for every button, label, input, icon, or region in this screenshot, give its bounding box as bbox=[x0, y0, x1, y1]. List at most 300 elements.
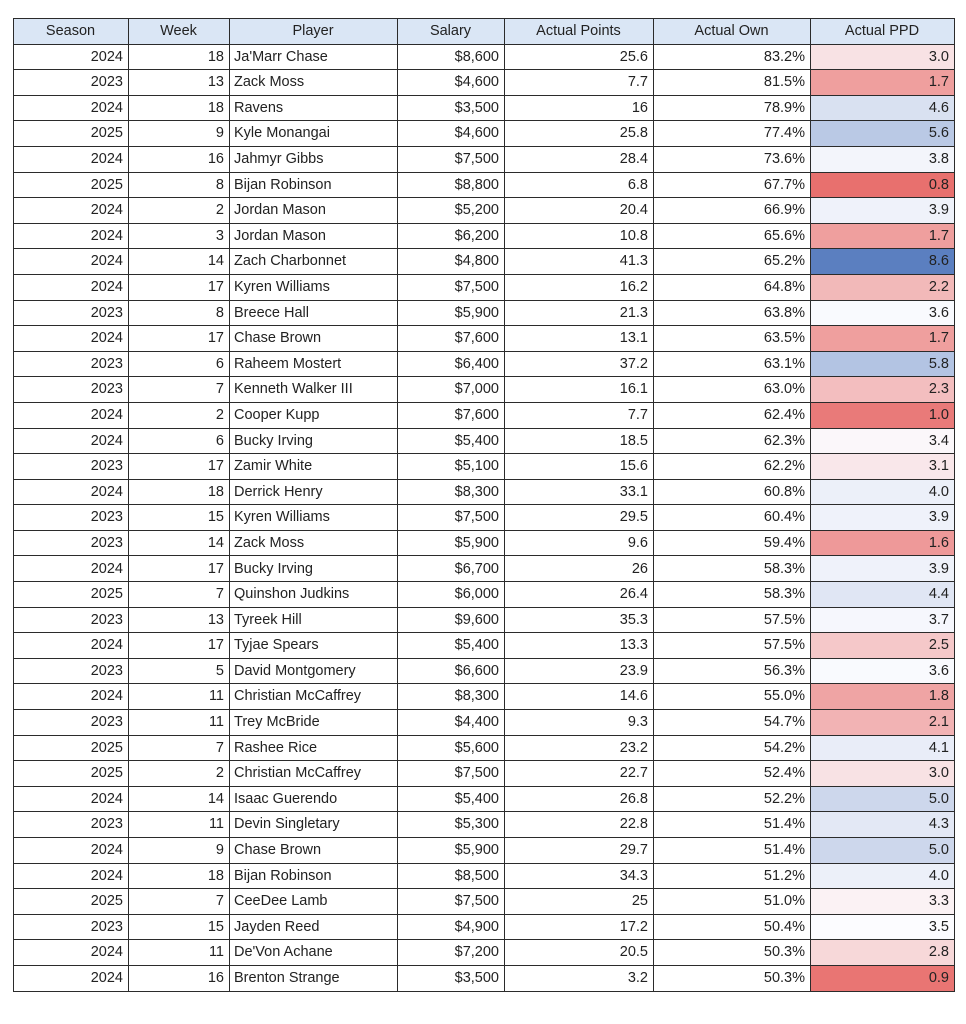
table-row bbox=[14, 530, 955, 556]
cell-week[interactable]: 18 bbox=[129, 44, 230, 70]
cell-season[interactable]: 2024 bbox=[14, 402, 129, 428]
cell-actual-ppd[interactable]: 2.8 bbox=[811, 940, 955, 966]
cell-salary[interactable]: $5,200 bbox=[398, 198, 505, 224]
cell-player[interactable]: Tyjae Spears bbox=[230, 633, 398, 659]
cell-season[interactable]: 2024 bbox=[14, 684, 129, 710]
cell-actual-own[interactable]: 51.4% bbox=[654, 812, 811, 838]
cell-actual-points[interactable]: 17.2 bbox=[505, 914, 654, 940]
cell-season[interactable]: 2024 bbox=[14, 95, 129, 121]
cell-actual-points[interactable]: 9.3 bbox=[505, 710, 654, 736]
cell-salary[interactable]: $5,900 bbox=[398, 530, 505, 556]
cell-week[interactable]: 15 bbox=[129, 505, 230, 531]
cell-salary[interactable]: $8,600 bbox=[398, 44, 505, 70]
cell-season[interactable]: 2023 bbox=[14, 812, 129, 838]
cell-player[interactable]: Kyren Williams bbox=[230, 274, 398, 300]
cell-player[interactable]: De'Von Achane bbox=[230, 940, 398, 966]
table-row bbox=[14, 146, 955, 172]
cell-actual-ppd[interactable]: 3.7 bbox=[811, 607, 955, 633]
cell-player[interactable]: Bucky Irving bbox=[230, 556, 398, 582]
cell-salary[interactable]: $6,200 bbox=[398, 223, 505, 249]
cell-salary[interactable]: $5,400 bbox=[398, 786, 505, 812]
cell-actual-own[interactable]: 54.2% bbox=[654, 735, 811, 761]
cell-season[interactable]: 2023 bbox=[14, 351, 129, 377]
cell-week[interactable]: 7 bbox=[129, 377, 230, 403]
cell-actual-ppd[interactable]: 0.8 bbox=[811, 172, 955, 198]
cell-actual-points[interactable]: 18.5 bbox=[505, 428, 654, 454]
header-salary[interactable]: Salary bbox=[398, 19, 505, 45]
table-row bbox=[14, 684, 955, 710]
cell-actual-ppd[interactable]: 3.6 bbox=[811, 658, 955, 684]
cell-week[interactable]: 16 bbox=[129, 965, 230, 991]
data-table bbox=[13, 18, 955, 992]
cell-player[interactable]: Cooper Kupp bbox=[230, 402, 398, 428]
cell-actual-ppd[interactable]: 4.4 bbox=[811, 582, 955, 608]
cell-actual-own[interactable]: 50.3% bbox=[654, 965, 811, 991]
cell-season[interactable]: 2024 bbox=[14, 146, 129, 172]
cell-week[interactable]: 2 bbox=[129, 402, 230, 428]
cell-player[interactable]: Bijan Robinson bbox=[230, 172, 398, 198]
cell-actual-own[interactable]: 55.0% bbox=[654, 684, 811, 710]
cell-week[interactable]: 18 bbox=[129, 863, 230, 889]
cell-player[interactable]: Brenton Strange bbox=[230, 965, 398, 991]
cell-actual-points[interactable]: 35.3 bbox=[505, 607, 654, 633]
cell-week[interactable]: 17 bbox=[129, 274, 230, 300]
cell-actual-points[interactable]: 29.5 bbox=[505, 505, 654, 531]
cell-actual-points[interactable]: 16.2 bbox=[505, 274, 654, 300]
cell-actual-points[interactable]: 7.7 bbox=[505, 402, 654, 428]
cell-season[interactable]: 2023 bbox=[14, 505, 129, 531]
cell-salary[interactable]: $7,500 bbox=[398, 274, 505, 300]
cell-season[interactable]: 2023 bbox=[14, 607, 129, 633]
cell-season[interactable]: 2023 bbox=[14, 914, 129, 940]
cell-actual-own[interactable]: 59.4% bbox=[654, 530, 811, 556]
cell-actual-ppd[interactable]: 3.9 bbox=[811, 556, 955, 582]
header-actual-ppd[interactable]: Actual PPD bbox=[811, 19, 955, 45]
cell-actual-points[interactable]: 10.8 bbox=[505, 223, 654, 249]
cell-week[interactable]: 7 bbox=[129, 582, 230, 608]
cell-salary[interactable]: $4,600 bbox=[398, 121, 505, 147]
table-row bbox=[14, 940, 955, 966]
cell-actual-own[interactable]: 51.4% bbox=[654, 838, 811, 864]
cell-player[interactable]: Isaac Guerendo bbox=[230, 786, 398, 812]
cell-week[interactable]: 3 bbox=[129, 223, 230, 249]
cell-actual-ppd[interactable]: 1.0 bbox=[811, 402, 955, 428]
cell-actual-own[interactable]: 54.7% bbox=[654, 710, 811, 736]
table-row bbox=[14, 402, 955, 428]
cell-salary[interactable]: $4,800 bbox=[398, 249, 505, 275]
cell-player[interactable]: Kenneth Walker III bbox=[230, 377, 398, 403]
cell-player[interactable]: Chase Brown bbox=[230, 326, 398, 352]
cell-week[interactable]: 11 bbox=[129, 812, 230, 838]
cell-salary[interactable]: $5,900 bbox=[398, 300, 505, 326]
cell-season[interactable]: 2025 bbox=[14, 889, 129, 915]
table-row bbox=[14, 44, 955, 70]
cell-season[interactable]: 2024 bbox=[14, 326, 129, 352]
cell-actual-points[interactable]: 33.1 bbox=[505, 479, 654, 505]
cell-week[interactable]: 13 bbox=[129, 70, 230, 96]
cell-actual-own[interactable]: 63.1% bbox=[654, 351, 811, 377]
cell-actual-ppd[interactable]: 4.0 bbox=[811, 863, 955, 889]
header-actual-points[interactable]: Actual Points bbox=[505, 19, 654, 45]
cell-actual-own[interactable]: 65.6% bbox=[654, 223, 811, 249]
cell-season[interactable]: 2024 bbox=[14, 863, 129, 889]
cell-week[interactable]: 16 bbox=[129, 146, 230, 172]
table-row bbox=[14, 223, 955, 249]
cell-actual-ppd[interactable]: 3.0 bbox=[811, 761, 955, 787]
cell-actual-ppd[interactable]: 4.6 bbox=[811, 95, 955, 121]
cell-actual-points[interactable]: 21.3 bbox=[505, 300, 654, 326]
header-actual-own[interactable]: Actual Own bbox=[654, 19, 811, 45]
cell-season[interactable]: 2024 bbox=[14, 223, 129, 249]
cell-actual-ppd[interactable]: 1.8 bbox=[811, 684, 955, 710]
cell-salary[interactable]: $6,700 bbox=[398, 556, 505, 582]
cell-season[interactable]: 2024 bbox=[14, 786, 129, 812]
cell-actual-own[interactable]: 50.3% bbox=[654, 940, 811, 966]
cell-actual-own[interactable]: 65.2% bbox=[654, 249, 811, 275]
cell-actual-points[interactable]: 25.6 bbox=[505, 44, 654, 70]
cell-salary[interactable]: $6,000 bbox=[398, 582, 505, 608]
cell-week[interactable]: 9 bbox=[129, 838, 230, 864]
cell-player[interactable]: Trey McBride bbox=[230, 710, 398, 736]
cell-salary[interactable]: $4,900 bbox=[398, 914, 505, 940]
table-row bbox=[14, 965, 955, 991]
cell-season[interactable]: 2024 bbox=[14, 44, 129, 70]
cell-player[interactable]: Jahmyr Gibbs bbox=[230, 146, 398, 172]
cell-season[interactable]: 2024 bbox=[14, 940, 129, 966]
header-season[interactable]: Season bbox=[14, 19, 129, 45]
table-row bbox=[14, 198, 955, 224]
cell-week[interactable]: 17 bbox=[129, 556, 230, 582]
cell-actual-own[interactable]: 52.4% bbox=[654, 761, 811, 787]
cell-salary[interactable]: $6,600 bbox=[398, 658, 505, 684]
cell-actual-ppd[interactable]: 2.2 bbox=[811, 274, 955, 300]
table-row bbox=[14, 95, 955, 121]
cell-actual-ppd[interactable]: 3.6 bbox=[811, 300, 955, 326]
cell-season[interactable]: 2023 bbox=[14, 454, 129, 480]
cell-actual-own[interactable]: 63.0% bbox=[654, 377, 811, 403]
cell-player[interactable]: Bucky Irving bbox=[230, 428, 398, 454]
cell-actual-points[interactable]: 7.7 bbox=[505, 70, 654, 96]
cell-player[interactable]: Jayden Reed bbox=[230, 914, 398, 940]
cell-actual-ppd[interactable]: 4.3 bbox=[811, 812, 955, 838]
cell-salary[interactable]: $8,300 bbox=[398, 684, 505, 710]
cell-player[interactable]: Devin Singletary bbox=[230, 812, 398, 838]
cell-week[interactable]: 11 bbox=[129, 684, 230, 710]
cell-actual-ppd[interactable]: 1.7 bbox=[811, 223, 955, 249]
cell-actual-ppd[interactable]: 2.1 bbox=[811, 710, 955, 736]
cell-salary[interactable]: $8,800 bbox=[398, 172, 505, 198]
cell-season[interactable]: 2024 bbox=[14, 249, 129, 275]
cell-actual-points[interactable]: 23.2 bbox=[505, 735, 654, 761]
cell-actual-own[interactable]: 67.7% bbox=[654, 172, 811, 198]
table-row bbox=[14, 914, 955, 940]
cell-season[interactable]: 2024 bbox=[14, 274, 129, 300]
cell-salary[interactable]: $7,500 bbox=[398, 761, 505, 787]
cell-actual-ppd[interactable]: 1.7 bbox=[811, 326, 955, 352]
cell-season[interactable]: 2023 bbox=[14, 70, 129, 96]
table-row bbox=[14, 326, 955, 352]
cell-season[interactable]: 2023 bbox=[14, 530, 129, 556]
cell-actual-points[interactable]: 25.8 bbox=[505, 121, 654, 147]
cell-week[interactable]: 8 bbox=[129, 172, 230, 198]
cell-week[interactable]: 7 bbox=[129, 735, 230, 761]
cell-season[interactable]: 2025 bbox=[14, 761, 129, 787]
table-row bbox=[14, 351, 955, 377]
cell-actual-points[interactable]: 16.1 bbox=[505, 377, 654, 403]
header-row bbox=[14, 19, 955, 45]
cell-week[interactable]: 17 bbox=[129, 454, 230, 480]
cell-player[interactable]: Zack Moss bbox=[230, 530, 398, 556]
cell-actual-own[interactable]: 50.4% bbox=[654, 914, 811, 940]
cell-player[interactable]: Kyle Monangai bbox=[230, 121, 398, 147]
cell-salary[interactable]: $5,300 bbox=[398, 812, 505, 838]
header-player[interactable]: Player bbox=[230, 19, 398, 45]
cell-week[interactable]: 14 bbox=[129, 786, 230, 812]
table-row bbox=[14, 582, 955, 608]
table-row bbox=[14, 889, 955, 915]
cell-player[interactable]: Zamir White bbox=[230, 454, 398, 480]
cell-salary[interactable]: $5,400 bbox=[398, 428, 505, 454]
table-row bbox=[14, 300, 955, 326]
cell-salary[interactable]: $7,600 bbox=[398, 402, 505, 428]
cell-season[interactable]: 2025 bbox=[14, 582, 129, 608]
cell-salary[interactable]: $7,500 bbox=[398, 146, 505, 172]
cell-actual-points[interactable]: 34.3 bbox=[505, 863, 654, 889]
cell-actual-ppd[interactable]: 0.9 bbox=[811, 965, 955, 991]
cell-week[interactable]: 15 bbox=[129, 914, 230, 940]
cell-player[interactable]: Tyreek Hill bbox=[230, 607, 398, 633]
cell-week[interactable]: 7 bbox=[129, 889, 230, 915]
cell-actual-points[interactable]: 13.3 bbox=[505, 633, 654, 659]
cell-actual-points[interactable]: 28.4 bbox=[505, 146, 654, 172]
cell-player[interactable]: Jordan Mason bbox=[230, 198, 398, 224]
table-row bbox=[14, 505, 955, 531]
table-row bbox=[14, 838, 955, 864]
cell-season[interactable]: 2024 bbox=[14, 633, 129, 659]
table-row bbox=[14, 786, 955, 812]
cell-actual-points[interactable]: 26 bbox=[505, 556, 654, 582]
cell-season[interactable]: 2025 bbox=[14, 121, 129, 147]
cell-player[interactable]: Bijan Robinson bbox=[230, 863, 398, 889]
cell-actual-own[interactable]: 52.2% bbox=[654, 786, 811, 812]
cell-actual-own[interactable]: 62.3% bbox=[654, 428, 811, 454]
cell-week[interactable]: 13 bbox=[129, 607, 230, 633]
table-row bbox=[14, 633, 955, 659]
cell-actual-ppd[interactable]: 5.8 bbox=[811, 351, 955, 377]
cell-week[interactable]: 8 bbox=[129, 300, 230, 326]
cell-salary[interactable]: $5,600 bbox=[398, 735, 505, 761]
table-row bbox=[14, 121, 955, 147]
cell-actual-points[interactable]: 41.3 bbox=[505, 249, 654, 275]
table-row bbox=[14, 70, 955, 96]
cell-actual-own[interactable]: 56.3% bbox=[654, 658, 811, 684]
cell-week[interactable]: 17 bbox=[129, 633, 230, 659]
cell-week[interactable]: 6 bbox=[129, 351, 230, 377]
cell-salary[interactable]: $7,200 bbox=[398, 940, 505, 966]
cell-actual-points[interactable]: 23.9 bbox=[505, 658, 654, 684]
cell-player[interactable]: Chase Brown bbox=[230, 838, 398, 864]
cell-salary[interactable]: $3,500 bbox=[398, 965, 505, 991]
cell-player[interactable]: Rashee Rice bbox=[230, 735, 398, 761]
cell-week[interactable]: 18 bbox=[129, 479, 230, 505]
cell-actual-points[interactable]: 20.4 bbox=[505, 198, 654, 224]
cell-player[interactable]: Jordan Mason bbox=[230, 223, 398, 249]
cell-actual-own[interactable]: 51.0% bbox=[654, 889, 811, 915]
cell-season[interactable]: 2025 bbox=[14, 735, 129, 761]
cell-actual-own[interactable]: 77.4% bbox=[654, 121, 811, 147]
cell-actual-own[interactable]: 83.2% bbox=[654, 44, 811, 70]
cell-actual-own[interactable]: 60.4% bbox=[654, 505, 811, 531]
cell-actual-ppd[interactable]: 5.0 bbox=[811, 838, 955, 864]
cell-actual-points[interactable]: 22.8 bbox=[505, 812, 654, 838]
cell-actual-ppd[interactable]: 3.9 bbox=[811, 198, 955, 224]
cell-salary[interactable]: $7,000 bbox=[398, 377, 505, 403]
cell-week[interactable]: 14 bbox=[129, 249, 230, 275]
cell-actual-own[interactable]: 58.3% bbox=[654, 556, 811, 582]
cell-actual-own[interactable]: 62.4% bbox=[654, 402, 811, 428]
cell-actual-points[interactable]: 26.4 bbox=[505, 582, 654, 608]
cell-salary[interactable]: $3,500 bbox=[398, 95, 505, 121]
cell-salary[interactable]: $8,500 bbox=[398, 863, 505, 889]
cell-actual-ppd[interactable]: 2.5 bbox=[811, 633, 955, 659]
cell-actual-own[interactable]: 63.8% bbox=[654, 300, 811, 326]
cell-week[interactable]: 9 bbox=[129, 121, 230, 147]
cell-salary[interactable]: $6,400 bbox=[398, 351, 505, 377]
cell-actual-own[interactable]: 81.5% bbox=[654, 70, 811, 96]
cell-actual-own[interactable]: 57.5% bbox=[654, 607, 811, 633]
cell-actual-ppd[interactable]: 3.5 bbox=[811, 914, 955, 940]
cell-salary[interactable]: $5,400 bbox=[398, 633, 505, 659]
cell-actual-own[interactable]: 73.6% bbox=[654, 146, 811, 172]
table-row bbox=[14, 710, 955, 736]
cell-actual-points[interactable]: 37.2 bbox=[505, 351, 654, 377]
cell-salary[interactable]: $5,900 bbox=[398, 838, 505, 864]
cell-actual-ppd[interactable]: 2.3 bbox=[811, 377, 955, 403]
cell-week[interactable]: 17 bbox=[129, 326, 230, 352]
cell-actual-ppd[interactable]: 3.8 bbox=[811, 146, 955, 172]
cell-actual-points[interactable]: 15.6 bbox=[505, 454, 654, 480]
table-body bbox=[14, 44, 955, 991]
cell-season[interactable]: 2024 bbox=[14, 965, 129, 991]
cell-actual-own[interactable]: 62.2% bbox=[654, 454, 811, 480]
cell-salary[interactable]: $9,600 bbox=[398, 607, 505, 633]
table-row bbox=[14, 428, 955, 454]
cell-salary[interactable]: $7,600 bbox=[398, 326, 505, 352]
cell-player[interactable]: Quinshon Judkins bbox=[230, 582, 398, 608]
cell-player[interactable]: CeeDee Lamb bbox=[230, 889, 398, 915]
table-row bbox=[14, 172, 955, 198]
cell-season[interactable]: 2024 bbox=[14, 556, 129, 582]
cell-season[interactable]: 2024 bbox=[14, 428, 129, 454]
table-row bbox=[14, 274, 955, 300]
cell-season[interactable]: 2023 bbox=[14, 658, 129, 684]
cell-salary[interactable]: $5,100 bbox=[398, 454, 505, 480]
cell-player[interactable]: Breece Hall bbox=[230, 300, 398, 326]
cell-player[interactable]: Ravens bbox=[230, 95, 398, 121]
cell-actual-own[interactable]: 51.2% bbox=[654, 863, 811, 889]
cell-season[interactable]: 2025 bbox=[14, 172, 129, 198]
cell-player[interactable]: Kyren Williams bbox=[230, 505, 398, 531]
cell-actual-ppd[interactable]: 3.1 bbox=[811, 454, 955, 480]
cell-actual-ppd[interactable]: 5.0 bbox=[811, 786, 955, 812]
cell-week[interactable]: 6 bbox=[129, 428, 230, 454]
cell-actual-own[interactable]: 63.5% bbox=[654, 326, 811, 352]
cell-actual-own[interactable]: 64.8% bbox=[654, 274, 811, 300]
cell-actual-own[interactable]: 78.9% bbox=[654, 95, 811, 121]
cell-player[interactable]: Ja'Marr Chase bbox=[230, 44, 398, 70]
table-row bbox=[14, 812, 955, 838]
cell-salary[interactable]: $7,500 bbox=[398, 505, 505, 531]
cell-actual-ppd[interactable]: 4.0 bbox=[811, 479, 955, 505]
cell-week[interactable]: 18 bbox=[129, 95, 230, 121]
cell-season[interactable]: 2023 bbox=[14, 710, 129, 736]
cell-player[interactable]: Christian McCaffrey bbox=[230, 761, 398, 787]
table-row bbox=[14, 735, 955, 761]
cell-week[interactable]: 5 bbox=[129, 658, 230, 684]
header-week[interactable]: Week bbox=[129, 19, 230, 45]
cell-season[interactable]: 2024 bbox=[14, 838, 129, 864]
cell-actual-points[interactable]: 26.8 bbox=[505, 786, 654, 812]
cell-season[interactable]: 2024 bbox=[14, 198, 129, 224]
cell-season[interactable]: 2023 bbox=[14, 300, 129, 326]
cell-week[interactable]: 14 bbox=[129, 530, 230, 556]
cell-actual-ppd[interactable]: 5.6 bbox=[811, 121, 955, 147]
cell-actual-ppd[interactable]: 3.0 bbox=[811, 44, 955, 70]
cell-actual-ppd[interactable]: 8.6 bbox=[811, 249, 955, 275]
cell-actual-points[interactable]: 13.1 bbox=[505, 326, 654, 352]
cell-actual-own[interactable]: 58.3% bbox=[654, 582, 811, 608]
cell-week[interactable]: 2 bbox=[129, 761, 230, 787]
cell-salary[interactable]: $4,600 bbox=[398, 70, 505, 96]
table-row bbox=[14, 454, 955, 480]
cell-actual-ppd[interactable]: 1.7 bbox=[811, 70, 955, 96]
cell-actual-points[interactable]: 25 bbox=[505, 889, 654, 915]
cell-week[interactable]: 2 bbox=[129, 198, 230, 224]
cell-player[interactable]: Christian McCaffrey bbox=[230, 684, 398, 710]
cell-actual-ppd[interactable]: 3.4 bbox=[811, 428, 955, 454]
cell-week[interactable]: 11 bbox=[129, 710, 230, 736]
cell-actual-ppd[interactable]: 4.1 bbox=[811, 735, 955, 761]
cell-salary[interactable]: $4,400 bbox=[398, 710, 505, 736]
cell-actual-points[interactable]: 22.7 bbox=[505, 761, 654, 787]
cell-salary[interactable]: $7,500 bbox=[398, 889, 505, 915]
table-row bbox=[14, 863, 955, 889]
cell-actual-points[interactable]: 3.2 bbox=[505, 965, 654, 991]
cell-actual-points[interactable]: 29.7 bbox=[505, 838, 654, 864]
cell-actual-points[interactable]: 20.5 bbox=[505, 940, 654, 966]
cell-actual-points[interactable]: 16 bbox=[505, 95, 654, 121]
cell-season[interactable]: 2023 bbox=[14, 377, 129, 403]
cell-actual-ppd[interactable]: 3.9 bbox=[811, 505, 955, 531]
cell-actual-own[interactable]: 66.9% bbox=[654, 198, 811, 224]
cell-player[interactable]: Raheem Mostert bbox=[230, 351, 398, 377]
cell-actual-points[interactable]: 14.6 bbox=[505, 684, 654, 710]
cell-salary[interactable]: $8,300 bbox=[398, 479, 505, 505]
cell-season[interactable]: 2024 bbox=[14, 479, 129, 505]
cell-player[interactable]: David Montgomery bbox=[230, 658, 398, 684]
cell-actual-ppd[interactable]: 3.3 bbox=[811, 889, 955, 915]
cell-player[interactable]: Derrick Henry bbox=[230, 479, 398, 505]
cell-player[interactable]: Zack Moss bbox=[230, 70, 398, 96]
cell-actual-points[interactable]: 9.6 bbox=[505, 530, 654, 556]
cell-player[interactable]: Zach Charbonnet bbox=[230, 249, 398, 275]
cell-actual-own[interactable]: 60.8% bbox=[654, 479, 811, 505]
cell-week[interactable]: 11 bbox=[129, 940, 230, 966]
table-row bbox=[14, 249, 955, 275]
cell-actual-points[interactable]: 6.8 bbox=[505, 172, 654, 198]
cell-actual-own[interactable]: 57.5% bbox=[654, 633, 811, 659]
cell-actual-ppd[interactable]: 1.6 bbox=[811, 530, 955, 556]
